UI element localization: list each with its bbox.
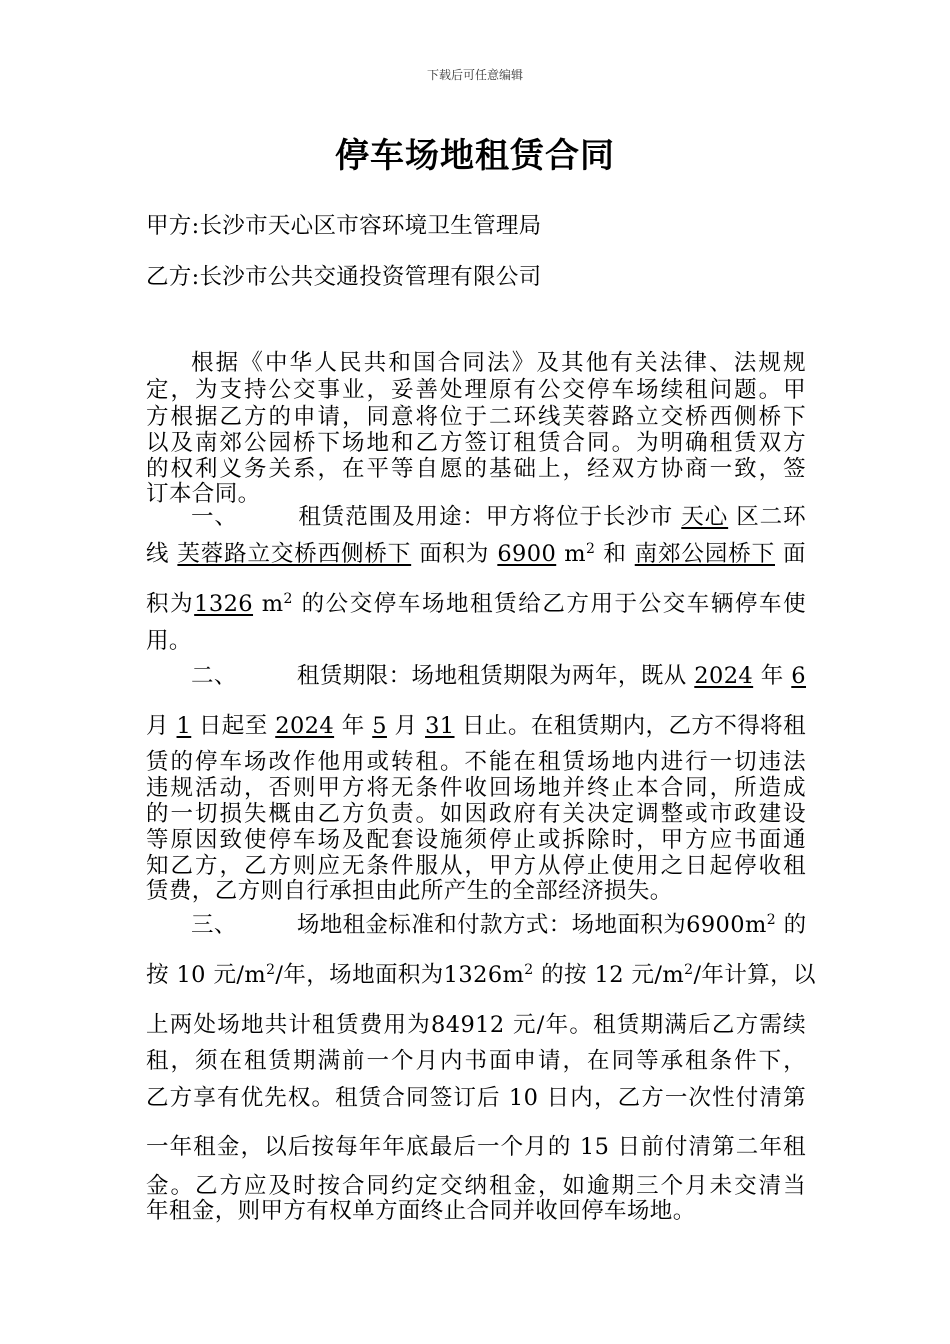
- end-year-field: 2024: [275, 713, 335, 739]
- section-number: 三、: [191, 912, 237, 938]
- section-3-line: 年租金，则甲方有权单方面终止合同并收回停车场地。: [146, 1198, 696, 1224]
- site-2-field: 南郊公园桥下: [634, 541, 775, 567]
- section-2-line: 违规活动，否则甲方将无条件收回场地并终止本合同，所造成: [146, 775, 806, 801]
- site-1-field: 芙蓉路立交桥西侧桥下: [177, 541, 412, 567]
- end-day-field: 31: [425, 713, 455, 739]
- start-month-field: 6: [791, 663, 806, 689]
- section-2-line: 赁的停车场改作他用或转租。不能在租赁场地内进行一切违法: [146, 749, 806, 775]
- section-3-line: 一年租金，以后按每年年底最后一个月的 15 日前付清第二年租: [146, 1134, 806, 1160]
- section-2-line: 的一切损失概由乙方负责。如因政府有关决定调整或市政建设: [146, 801, 806, 827]
- area-2-field: 1326: [194, 591, 254, 617]
- document-title: 停车场地租赁合同: [335, 136, 615, 176]
- section-1-line: 用。: [146, 628, 192, 654]
- intro-line: 以及南郊公园桥下场地和乙方签订租赁合同。为明确租赁双方: [146, 430, 806, 456]
- section-1-line: 积为1326 $m^2$ 的公交停车场地租赁给乙方用于公交车辆停车使: [146, 591, 806, 617]
- section-1-line: 一、 租赁范围及用途：甲方将位于长沙市 天心 区二环: [191, 504, 806, 530]
- section-3-line: 上两处场地共计租赁费用为84912 元/年。租赁期满后乙方需续: [146, 1012, 806, 1038]
- section-2-line: 等原因致使停车场及配套设施须停止或拆除时，甲方应书面通: [146, 827, 806, 853]
- start-year-field: 2024: [694, 663, 754, 689]
- section-3-line: 租，须在租赁期满前一个月内书面申请，在同等承租条件下，: [146, 1048, 806, 1074]
- area-1-field: 6900: [497, 541, 557, 567]
- section-3-line: 乙方享有优先权。租赁合同签订后 10 日内，乙方一次性付清第: [146, 1085, 806, 1111]
- end-month-field: 5: [372, 713, 387, 739]
- section-3-line: 三、 场地租金标准和付款方式：场地面积为$6900m^2$ 的: [191, 912, 807, 938]
- party-b: 乙方:长沙市公共交通投资管理有限公司: [146, 264, 542, 290]
- intro-line: 定，为支持公交事业，妥善处理原有公交停车场续租问题。甲: [146, 377, 806, 403]
- intro-line: 根据《中华人民共和国合同法》及其他有关法律、法规规: [191, 350, 806, 376]
- section-2-line: 二、 租赁期限：场地租赁期限为两年，既从 2024 年 6: [191, 663, 806, 689]
- start-day-field: 1: [176, 713, 192, 739]
- party-a: 甲方:长沙市天心区市容环境卫生管理局: [146, 213, 542, 239]
- district-field: 天心: [681, 504, 729, 530]
- section-1-line: 线 芙蓉路立交桥西侧桥下 面积为 6900 $m^2$ 和 南郊公园桥下 面: [146, 541, 806, 567]
- section-2-line: 赁费，乙方则自行承担由此所产生的全部经济损失。: [146, 878, 673, 904]
- intro-line: 的权利义务关系，在平等自愿的基础上，经双方协商一致，签: [146, 456, 806, 482]
- intro-line: 方根据乙方的申请，同意将位于二环线芙蓉路立交桥西侧桥下: [146, 404, 806, 430]
- section-number: 一、: [191, 504, 238, 530]
- section-3-line: 按 10 元$/m^2/$年，场地面积为$1326m^2$ 的按 12 元$/m^2/$年计算，以: [146, 962, 816, 988]
- section-number: 二、: [191, 663, 237, 689]
- section-2-line: 月 1 日起至 2024 年 5 月 31 日止。在租赁期内，乙方不得将租: [146, 713, 807, 739]
- header-note: 下载后可任意编辑: [426, 68, 523, 82]
- section-3-line: 金。乙方应及时按合同约定交纳租金，如逾期三个月未交清当: [146, 1173, 806, 1199]
- intro-line: 订本合同。: [146, 481, 261, 507]
- section-2-line: 知乙方，乙方则应无条件服从，甲方从停止使用之日起停收租: [146, 853, 806, 879]
